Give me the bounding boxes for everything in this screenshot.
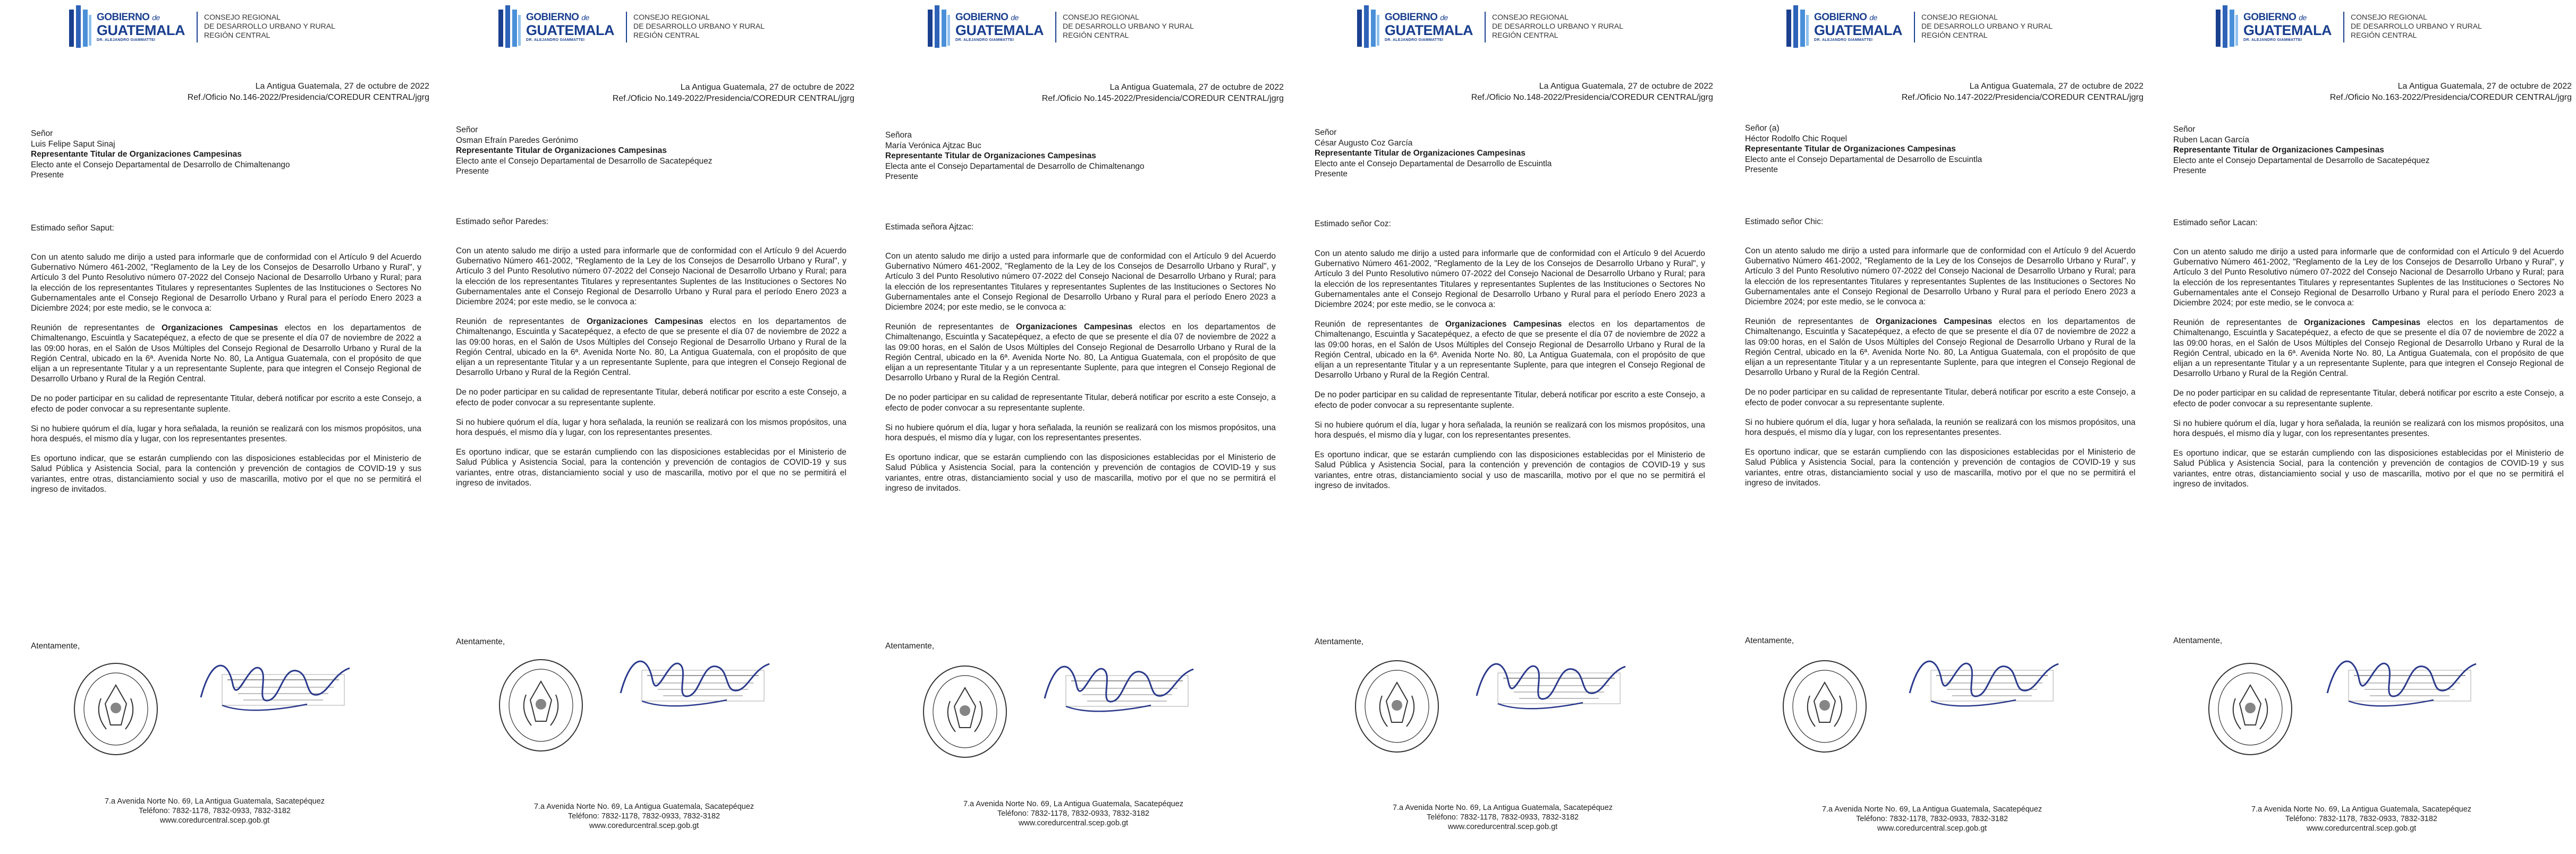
paragraph-legal-basis: Con un atento saludo me dirijo a usted para informarle que de conformidad con el Artículo 9 del Acuerdo Gubernativo Número 461-2002, "Reglamento de la Ley de los Consejos de Desarrollo Urbano y Rural", y Artículo 3 del Punto Resolutivo número 07-2022 del Consejo Nacional de Desarrollo Urbano y Rural; para la elección de los representantes Titulares y representantes Suplentes de las Instituciones o Sectores No Gubernamentales ante el Consejo Regional de Desarrollo Urbano y Rural para el período Enero 2023 a Diciembre 2024; por este medio, se le convoca a: xyxy=(1745,246,2136,307)
official-seal-stamp xyxy=(1349,653,1445,759)
recipient-present: Presente xyxy=(1315,169,1348,178)
common-para2-c: electos en los departamentos de Chimaltenango, Escuintla y Sacatepéquez, a efecto de que se presente el día 07 de noviembre de 2022 a las 09:00 horas, en el Salón de Usos Múltiples del Consejo Regional de Desarrollo Urbano y Rural de la Región Central, ubicado en la 6ª. Avenida Norte No. 80, La Antigua Guatemala, con el propósito de que elijan a un representante Titular y a un representante Suplente, para que integren el Consejo Regional de Desarrollo Urbano y Rural de la Región Central. xyxy=(1315,320,1705,380)
president-signature-stamp xyxy=(2317,643,2487,728)
letter-footer xyxy=(859,799,1288,828)
recipient-title: Representante Titular de Organizaciones Campesinas xyxy=(31,150,242,159)
council-name xyxy=(1492,13,1623,40)
letter-page-1 xyxy=(0,0,429,854)
president-signature-stamp xyxy=(610,643,780,728)
header-org-line1: CONSEJO REGIONAL xyxy=(204,13,281,21)
recipient-name: César Augusto Coz García xyxy=(1315,138,1413,148)
common-para2-b: Organizaciones Campesinas xyxy=(1445,320,1562,329)
header-logo-sub: DR. ALEJANDRO GIAMMATTEI xyxy=(2243,38,2302,42)
header-logo-line2: GUATEMALA xyxy=(526,22,614,38)
council-name xyxy=(1921,13,2053,40)
footer-phone: Teléfono: 7832-1178, 7832-0933, 7832-3182 xyxy=(2285,815,2437,823)
footer-phone: Teléfono: 7832-1178, 7832-0933, 7832-3182 xyxy=(568,812,720,821)
footer-website: www.coredurcentral.scep.gob.gt xyxy=(1877,824,1987,833)
common-para2-a: Reunión de representantes de xyxy=(31,323,162,333)
header-logo-de: de xyxy=(152,13,160,22)
common-para2-c: electos en los departamentos de Chimaltenango, Escuintla y Sacatepéquez, a efecto de que se presente el día 07 de noviembre de 2022 a las 09:00 horas, en el Salón de Usos Múltiples del Consejo Regional de Desarrollo Urbano y Rural de la Región Central, ubicado en la 6ª. Avenida Norte No. 80, La Antigua Guatemala, con el propósito de que elijan a un representante Titular y a un representante Suplente, para que integren el Consejo Regional de Desarrollo Urbano y Rural de la Región Central. xyxy=(1745,317,2136,378)
paragraph-quorum: Si no hubiere quórum el día, lugar y hora señalada, la reunión se realizará con los mismos propósitos, una hora después, el mismo día y lugar, con los representantes presentes. xyxy=(31,424,421,444)
recipient-block xyxy=(456,125,713,177)
header-logo-line1: GOBIERNO xyxy=(1814,12,1867,23)
paragraph-meeting xyxy=(885,322,1276,383)
header-logo-sub: DR. ALEJANDRO GIAMMATTEI xyxy=(1814,38,1873,42)
greeting: Estimado señor Coz: xyxy=(1315,219,1391,228)
footer-address: 7.a Avenida Norte No. 69, La Antigua Guatemala, Sacatepéquez xyxy=(533,802,755,811)
letter-page-2 xyxy=(429,0,859,854)
government-logo-icon xyxy=(69,4,92,49)
place-date: La Antigua Guatemala, 27 de octubre de 2022 xyxy=(680,83,854,92)
header-org-line2: DE DESARROLLO URBANO Y RURAL xyxy=(204,22,335,30)
header-org-line1: CONSEJO REGIONAL xyxy=(633,13,710,21)
government-logo-icon xyxy=(2216,4,2239,49)
header-org-line2: DE DESARROLLO URBANO Y RURAL xyxy=(633,22,765,30)
letter-footer xyxy=(1717,805,2147,833)
header-logo-sub: DR. ALEJANDRO GIAMMATTEI xyxy=(97,38,156,42)
letter-reference xyxy=(1902,81,2143,103)
government-logo-text xyxy=(97,12,185,42)
header-org-line3: REGIÓN CENTRAL xyxy=(1921,31,1988,39)
header-logo-sub: DR. ALEJANDRO GIAMMATTEI xyxy=(1385,38,1444,42)
header-logo-de: de xyxy=(1869,13,1877,22)
header-logo-de: de xyxy=(1440,13,1448,22)
common-para2-c: electos en los departamentos de Chimaltenango, Escuintla y Sacatepéquez, a efecto de que se presente el día 07 de noviembre de 2022 a las 09:00 horas, en el Salón de Usos Múltiples del Consejo Regional de Desarrollo Urbano y Rural de la Región Central, ubicado en la 6ª. Avenida Norte No. 80, La Antigua Guatemala, con el propósito de que elijan a un representante Titular y a un representante Suplente, para que integren el Consejo Regional de Desarrollo Urbano y Rural de la Región Central. xyxy=(2173,318,2564,379)
government-logo-text xyxy=(955,12,1044,42)
letterhead-divider xyxy=(1055,12,1056,42)
recipient-honorific: Señor xyxy=(31,129,53,138)
header-org-line2: DE DESARROLLO URBANO Y RURAL xyxy=(1492,22,1623,30)
place-date: La Antigua Guatemala, 27 de octubre de 2022 xyxy=(2397,82,2572,91)
recipient-title: Representante Titular de Organizaciones Campesinas xyxy=(2173,146,2384,155)
greeting: Estimado señor Saput: xyxy=(31,224,114,233)
header-org-line2: DE DESARROLLO URBANO Y RURAL xyxy=(1063,22,1194,30)
place-date: La Antigua Guatemala, 27 de octubre de 2022 xyxy=(255,82,429,91)
letter-footer xyxy=(1288,803,1717,832)
recipient-electoral-body: Electo ante el Consejo Departamental de Desarrollo de Chimaltenango xyxy=(31,160,290,169)
recipient-block xyxy=(2173,124,2430,176)
letterhead-divider xyxy=(1914,12,1915,42)
letterhead-divider xyxy=(197,12,198,42)
official-seal-stamp xyxy=(68,656,164,762)
letter-footer xyxy=(429,802,859,831)
letter-body xyxy=(31,252,421,504)
common-para2-c: electos en los departamentos de Chimaltenango, Escuintla y Sacatepéquez, a efecto de que se presente el día 07 de noviembre de 2022 a las 09:00 horas, en el Salón de Usos Múltiples del Consejo Regional de Desarrollo Urbano y Rural de la Región Central, ubicado en la 6ª. Avenida Norte No. 80, La Antigua Guatemala, con el propósito de que elijan a un representante Titular y a un representante Suplente, para que integren el Consejo Regional de Desarrollo Urbano y Rural de la Región Central. xyxy=(31,323,421,384)
place-date: La Antigua Guatemala, 27 de octubre de 2022 xyxy=(1539,82,1713,91)
common-para2-a: Reunión de representantes de xyxy=(456,317,587,327)
header-org-line3: REGIÓN CENTRAL xyxy=(633,31,700,39)
letterhead xyxy=(2216,0,2535,53)
paragraph-legal-basis: Con un atento saludo me dirijo a usted para informarle que de conformidad con el Artículo 9 del Acuerdo Gubernativo Número 461-2002, "Reglamento de la Ley de los Consejos de Desarrollo Urbano y Rural", y Artículo 3 del Punto Resolutivo número 07-2022 del Consejo Nacional de Desarrollo Urbano y Rural; para la elección de los representantes Titulares y representantes Suplentes de las Instituciones o Sectores No Gubernamentales ante el Consejo Regional de Desarrollo Urbano y Rural para el período Enero 2023 a Diciembre 2024; por este medio, se le convoca a: xyxy=(31,253,421,313)
closing: Atentamente, xyxy=(1315,637,1364,646)
closing: Atentamente, xyxy=(885,642,935,651)
header-logo-de: de xyxy=(2299,13,2307,22)
header-logo-line2: GUATEMALA xyxy=(955,22,1044,38)
letter-page-6 xyxy=(2147,0,2576,854)
header-logo-line2: GUATEMALA xyxy=(1814,22,1902,38)
header-org-line1: CONSEJO REGIONAL xyxy=(1492,13,1569,21)
header-logo-sub: DR. ALEJANDRO GIAMMATTEI xyxy=(526,38,585,42)
place-date: La Antigua Guatemala, 27 de octubre de 2022 xyxy=(1969,82,2143,91)
paragraph-meeting xyxy=(1315,319,1705,380)
letter-page-5 xyxy=(1717,0,2147,854)
official-seal-stamp xyxy=(1777,653,1872,759)
paragraph-notification: De no poder participar en su calidad de representante Titular, deberá notificar por escrito a este Consejo, a efecto de poder convocar a su representante suplente. xyxy=(1745,388,2136,407)
common-para2-b: Organizaciones Campesinas xyxy=(1875,317,1993,327)
header-org-line3: REGIÓN CENTRAL xyxy=(2351,31,2417,39)
recipient-honorific: Señora xyxy=(885,131,912,140)
reference-number: Ref./Oficio No.147-2022/Presidencia/COREDUR CENTRAL/jgrg xyxy=(1901,93,2143,102)
common-para2-c: electos en los departamentos de Chimaltenango, Escuintla y Sacatepéquez, a efecto de que se presente el día 07 de noviembre de 2022 a las 09:00 horas, en el Salón de Usos Múltiples del Consejo Regional de Desarrollo Urbano y Rural de la Región Central, ubicado en la 6ª. Avenida Norte No. 80, La Antigua Guatemala, con el propósito de que elijan a un representante Titular y a un representante Suplente, para que integren el Consejo Regional de Desarrollo Urbano y Rural de la Región Central. xyxy=(885,322,1276,383)
closing: Atentamente, xyxy=(2173,636,2223,645)
letter-reference xyxy=(1471,81,1713,103)
letter-body xyxy=(456,246,846,498)
recipient-block xyxy=(1745,123,1982,175)
paragraph-meeting xyxy=(31,323,421,384)
footer-website: www.coredurcentral.scep.gob.gt xyxy=(159,816,270,825)
header-org-line3: REGIÓN CENTRAL xyxy=(1063,31,1129,39)
paragraph-quorum: Si no hubiere quórum el día, lugar y hora señalada, la reunión se realizará con los mismos propósitos, una hora después, el mismo día y lugar, con los representantes presentes. xyxy=(885,423,1276,443)
recipient-block xyxy=(31,129,290,181)
footer-phone: Teléfono: 7832-1178, 7832-0933, 7832-3182 xyxy=(997,809,1149,818)
recipient-block xyxy=(885,130,1145,182)
footer-website: www.coredurcentral.scep.gob.gt xyxy=(2306,824,2417,833)
recipient-present: Presente xyxy=(885,172,919,181)
paragraph-covid: Es oportuno indicar, que se estarán cumpliendo con las disposiciones establecidas por el Ministerio de Salud Pública y Asistencia Social, para la contención y prevención de contagios de COVID-19 y sus variantes, entre otras, distanciamiento social y uso de mascarilla, motivo por el que no se permitirá el ingreso de invitados. xyxy=(885,453,1276,493)
recipient-honorific: Señor xyxy=(2173,125,2196,134)
footer-address: 7.a Avenida Norte No. 69, La Antigua Guatemala, Sacatepéquez xyxy=(963,800,1184,808)
letterhead-divider xyxy=(2343,12,2344,42)
paragraph-notification: De no poder participar en su calidad de representante Titular, deberá notificar por escrito a este Consejo, a efecto de poder convocar a su representante suplente. xyxy=(1315,390,1705,410)
paragraph-meeting xyxy=(2173,318,2564,379)
paragraph-notification: De no poder participar en su calidad de representante Titular, deberá notificar por escrito a este Consejo, a efecto de poder convocar a su representante suplente. xyxy=(2173,389,2564,408)
footer-website: www.coredurcentral.scep.gob.gt xyxy=(1447,823,1558,831)
letterhead xyxy=(498,0,817,53)
paragraph-legal-basis: Con un atento saludo me dirijo a usted para informarle que de conformidad con el Artículo 9 del Acuerdo Gubernativo Número 461-2002, "Reglamento de la Ley de los Consejos de Desarrollo Urbano y Rural", y Artículo 3 del Punto Resolutivo número 07-2022 del Consejo Nacional de Desarrollo Urbano y Rural; para la elección de los representantes Titulares y representantes Suplentes de las Instituciones o Sectores No Gubernamentales ante el Consejo Regional de Desarrollo Urbano y Rural para el período Enero 2023 a Diciembre 2024; por este medio, se le convoca a: xyxy=(2173,247,2564,308)
recipient-electoral-body: Electa ante el Consejo Departamental de Desarrollo de Chimaltenango xyxy=(885,161,1145,171)
footer-phone: Teléfono: 7832-1178, 7832-0933, 7832-3182 xyxy=(1856,815,2008,823)
paragraph-covid: Es oportuno indicar, que se estarán cumpliendo con las disposiciones establecidas por el Ministerio de Salud Pública y Asistencia Social, para la contención y prevención de contagios de COVID-19 y sus variantes, entre otras, distanciamiento social y uso de mascarilla, motivo por el que no se permitirá el ingreso de invitados. xyxy=(1745,448,2136,488)
recipient-honorific: Señor xyxy=(456,125,478,134)
paragraph-meeting xyxy=(456,317,846,378)
recipient-electoral-body: Electo ante el Consejo Departamental de Desarrollo de Sacatepéquez xyxy=(2173,156,2430,165)
recipient-title: Representante Titular de Organizaciones Campesinas xyxy=(456,146,667,155)
recipient-electoral-body: Electo ante el Consejo Departamental de Desarrollo de Escuintla xyxy=(1315,159,1552,168)
paragraph-notification: De no poder participar en su calidad de representante Titular, deberá notificar por escrito a este Consejo, a efecto de poder convocar a su representante suplente. xyxy=(885,393,1276,413)
president-signature-stamp xyxy=(1899,643,2069,728)
closing: Atentamente, xyxy=(31,642,80,651)
government-logo-icon xyxy=(498,4,522,49)
reference-number: Ref./Oficio No.146-2022/Presidencia/COREDUR CENTRAL/jgrg xyxy=(187,93,429,102)
government-logo-icon xyxy=(1357,4,1380,49)
header-logo-line2: GUATEMALA xyxy=(2243,22,2332,38)
footer-phone: Teléfono: 7832-1178, 7832-0933, 7832-3182 xyxy=(139,807,291,815)
place-date: La Antigua Guatemala, 27 de octubre de 2022 xyxy=(1109,83,1284,92)
header-org-line3: REGIÓN CENTRAL xyxy=(204,31,270,39)
letter-body xyxy=(1315,249,1705,500)
greeting: Estimado señor Chic: xyxy=(1745,217,1824,226)
header-logo-line2: GUATEMALA xyxy=(1385,22,1473,38)
closing: Atentamente, xyxy=(1745,636,1794,645)
government-logo-text xyxy=(526,12,614,42)
letterhead xyxy=(1786,0,2105,53)
header-logo-line1: GOBIERNO xyxy=(97,12,150,23)
header-logo-sub: DR. ALEJANDRO GIAMMATTEI xyxy=(955,38,1014,42)
reference-number: Ref./Oficio No.148-2022/Presidencia/COREDUR CENTRAL/jgrg xyxy=(1471,93,1713,102)
header-org-line3: REGIÓN CENTRAL xyxy=(1492,31,1558,39)
footer-address: 7.a Avenida Norte No. 69, La Antigua Guatemala, Sacatepéquez xyxy=(1821,805,2043,814)
recipient-title: Representante Titular de Organizaciones Campesinas xyxy=(1745,144,1956,153)
footer-address: 7.a Avenida Norte No. 69, La Antigua Guatemala, Sacatepéquez xyxy=(2251,805,2472,814)
recipient-block xyxy=(1315,127,1552,180)
letter-footer xyxy=(2147,805,2576,833)
president-signature-stamp xyxy=(1466,645,1636,730)
header-logo-line1: GOBIERNO xyxy=(955,12,1009,23)
paragraph-notification: De no poder participar en su calidad de representante Titular, deberá notificar por escrito a este Consejo, a efecto de poder convocar a su representante suplente. xyxy=(456,388,846,407)
recipient-honorific: Señor (a) xyxy=(1745,124,1780,133)
header-org-line1: CONSEJO REGIONAL xyxy=(2351,13,2427,21)
common-para2-a: Reunión de representantes de xyxy=(885,322,1016,332)
council-name xyxy=(2351,13,2482,40)
letterhead xyxy=(1357,0,1676,53)
header-logo-line1: GOBIERNO xyxy=(1385,12,1438,23)
president-signature-stamp xyxy=(190,647,360,732)
paragraph-meeting xyxy=(1745,317,2136,378)
header-logo-de: de xyxy=(581,13,589,22)
greeting: Estimada señora Ajtzac: xyxy=(885,223,974,232)
paragraph-covid: Es oportuno indicar, que se estarán cumpliendo con las disposiciones establecidas por el Ministerio de Salud Pública y Asistencia Social, para la contención y prevención de contagios de COVID-19 y sus variantes, entre otras, distanciamiento social y uso de mascarilla, motivo por el que no se permitirá el ingreso de invitados. xyxy=(1315,450,1705,490)
header-logo-line1: GOBIERNO xyxy=(526,12,579,23)
header-org-line2: DE DESARROLLO URBANO Y RURAL xyxy=(1921,22,2053,30)
council-name xyxy=(1063,13,1194,40)
recipient-name: María Verónica Ajtzac Buc xyxy=(885,141,981,150)
common-para2-b: Organizaciones Campesinas xyxy=(161,323,278,333)
footer-address: 7.a Avenida Norte No. 69, La Antigua Guatemala, Sacatepéquez xyxy=(1392,804,1613,812)
recipient-present: Presente xyxy=(456,167,489,176)
reference-number: Ref./Oficio No.145-2022/Presidencia/COREDUR CENTRAL/jgrg xyxy=(1041,94,1284,103)
recipient-electoral-body: Electo ante el Consejo Departamental de Desarrollo de Escuintla xyxy=(1745,155,1982,164)
closing: Atentamente, xyxy=(456,637,505,646)
letter-footer xyxy=(0,797,429,825)
president-signature-stamp xyxy=(1034,648,1204,733)
common-para2-a: Reunión de representantes de xyxy=(1315,320,1445,329)
greeting: Estimado señor Paredes: xyxy=(456,217,549,226)
header-logo-de: de xyxy=(1011,13,1019,22)
footer-phone: Teléfono: 7832-1178, 7832-0933, 7832-3182 xyxy=(1427,813,1579,822)
paragraph-quorum: Si no hubiere quórum el día, lugar y hora señalada, la reunión se realizará con los mismos propósitos, una hora después, el mismo día y lugar, con los representantes presentes. xyxy=(2173,419,2564,439)
paragraph-notification: De no poder participar en su calidad de representante Titular, deberá notificar por escrito a este Consejo, a efecto de poder convocar a su representante suplente. xyxy=(31,394,421,414)
header-org-line1: CONSEJO REGIONAL xyxy=(1921,13,1998,21)
paragraph-quorum: Si no hubiere quórum el día, lugar y hora señalada, la reunión se realizará con los mismos propósitos, una hora después, el mismo día y lugar, con los representantes presentes. xyxy=(1745,417,2136,438)
official-seal-stamp xyxy=(493,652,589,758)
reference-number: Ref./Oficio No.149-2022/Presidencia/COREDUR CENTRAL/jgrg xyxy=(612,94,854,103)
government-logo-text xyxy=(2243,12,2332,42)
header-logo-line2: GUATEMALA xyxy=(97,22,185,38)
letter-body xyxy=(1745,246,2136,498)
footer-address: 7.a Avenida Norte No. 69, La Antigua Guatemala, Sacatepéquez xyxy=(104,797,325,806)
header-org-line1: CONSEJO REGIONAL xyxy=(1063,13,1139,21)
government-logo-text xyxy=(1385,12,1473,42)
recipient-title: Representante Titular de Organizaciones Campesinas xyxy=(1315,149,1526,158)
paragraph-covid: Es oportuno indicar, que se estarán cumpliendo con las disposiciones establecidas por el Ministerio de Salud Pública y Asistencia Social, para la contención y prevención de contagios de COVID-19 y sus variantes, entre otras, distanciamiento social y uso de mascarilla, motivo por el que no se permitirá el ingreso de invitados. xyxy=(456,448,846,488)
letter-reference xyxy=(188,81,429,103)
paragraph-quorum: Si no hubiere quórum el día, lugar y hora señalada, la reunión se realizará con los mismos propósitos, una hora después, el mismo día y lugar, con los representantes presentes. xyxy=(1315,420,1705,440)
recipient-electoral-body: Electo ante el Consejo Departamental de Desarrollo de Sacatepéquez xyxy=(456,156,713,166)
letter-reference xyxy=(2330,81,2572,103)
footer-website: www.coredurcentral.scep.gob.gt xyxy=(1018,819,1129,827)
common-para2-a: Reunión de representantes de xyxy=(2173,318,2304,328)
letter-reference xyxy=(1042,82,1284,104)
recipient-honorific: Señor xyxy=(1315,128,1337,137)
official-seal-stamp xyxy=(2202,656,2298,762)
common-para2-c: electos en los departamentos de Chimaltenango, Escuintla y Sacatepéquez, a efecto de que se presente el día 07 de noviembre de 2022 a las 09:00 horas, en el Salón de Usos Múltiples del Consejo Regional de Desarrollo Urbano y Rural de la Región Central, ubicado en la 6ª. Avenida Norte No. 80, La Antigua Guatemala, con el propósito de que elijan a un representante Titular y a un representante Suplente, para que integren el Consejo Regional de Desarrollo Urbano y Rural de la Región Central. xyxy=(456,317,846,378)
council-name xyxy=(204,13,335,40)
header-org-line2: DE DESARROLLO URBANO Y RURAL xyxy=(2351,22,2482,30)
letterhead-divider xyxy=(1485,12,1486,42)
common-para2-b: Organizaciones Campesinas xyxy=(2303,318,2421,328)
official-seal-stamp xyxy=(917,659,1013,765)
footer-website: www.coredurcentral.scep.gob.gt xyxy=(589,822,699,830)
paragraph-legal-basis: Con un atento saludo me dirijo a usted para informarle que de conformidad con el Artículo 9 del Acuerdo Gubernativo Número 461-2002, "Reglamento de la Ley de los Consejos de Desarrollo Urbano y Rural", y Artículo 3 del Punto Resolutivo número 07-2022 del Consejo Nacional de Desarrollo Urbano y Rural; para la elección de los representantes Titulares y representantes Suplentes de las Instituciones o Sectores No Gubernamentales ante el Consejo Regional de Desarrollo Urbano y Rural para el período Enero 2023 a Diciembre 2024; por este medio, se le convoca a: xyxy=(1315,249,1705,310)
greeting: Estimado señor Lacan: xyxy=(2173,218,2258,227)
paragraph-legal-basis: Con un atento saludo me dirijo a usted para informarle que de conformidad con el Artículo 9 del Acuerdo Gubernativo Número 461-2002, "Reglamento de la Ley de los Consejos de Desarrollo Urbano y Rural", y Artículo 3 del Punto Resolutivo número 07-2022 del Consejo Nacional de Desarrollo Urbano y Rural; para la elección de los representantes Titulares y representantes Suplentes de las Instituciones o Sectores No Gubernamentales ante el Consejo Regional de Desarrollo Urbano y Rural para el período Enero 2023 a Diciembre 2024; por este medio, se le convoca a: xyxy=(885,252,1276,312)
paragraph-covid: Es oportuno indicar, que se estarán cumpliendo con las disposiciones establecidas por el Ministerio de Salud Pública y Asistencia Social, para la contención y prevención de contagios de COVID-19 y sus variantes, entre otras, distanciamiento social y uso de mascarilla, motivo por el que no se permitirá el ingreso de invitados. xyxy=(2173,449,2564,489)
common-para2-b: Organizaciones Campesinas xyxy=(1015,322,1133,332)
recipient-title: Representante Titular de Organizaciones Campesinas xyxy=(885,151,1096,160)
council-name xyxy=(633,13,765,40)
recipient-present: Presente xyxy=(31,170,64,180)
recipient-name: Ruben Lacan García xyxy=(2173,135,2250,144)
common-para2-b: Organizaciones Campesinas xyxy=(586,317,704,327)
letterhead xyxy=(928,0,1247,53)
letter-body xyxy=(885,251,1276,503)
letterhead xyxy=(69,0,388,53)
government-logo-icon xyxy=(928,4,951,49)
letter-page-4 xyxy=(1288,0,1717,854)
letter-body xyxy=(2173,247,2564,499)
paragraph-legal-basis: Con un atento saludo me dirijo a usted para informarle que de conformidad con el Artículo 9 del Acuerdo Gubernativo Número 461-2002, "Reglamento de la Ley de los Consejos de Desarrollo Urbano y Rural", y Artículo 3 del Punto Resolutivo número 07-2022 del Consejo Nacional de Desarrollo Urbano y Rural; para la elección de los representantes Titulares y representantes Suplentes de las Instituciones o Sectores No Gubernamentales ante el Consejo Regional de Desarrollo Urbano y Rural para el período Enero 2023 a Diciembre 2024; por este medio, se le convoca a: xyxy=(456,246,846,307)
letterhead-divider xyxy=(626,12,627,42)
government-logo-text xyxy=(1814,12,1902,42)
letter-reference xyxy=(613,82,854,104)
recipient-name: Luis Felipe Saput Sinaj xyxy=(31,139,115,149)
letter-page-3 xyxy=(859,0,1288,854)
paragraph-covid: Es oportuno indicar, que se estarán cumpliendo con las disposiciones establecidas por el Ministerio de Salud Pública y Asistencia Social, para la contención y prevención de contagios de COVID-19 y sus variantes, entre otras, distanciamiento social y uso de mascarilla, motivo por el que no se permitirá el ingreso de invitados. xyxy=(31,454,421,494)
recipient-name: Osman Efraín Paredes Gerónimo xyxy=(456,135,579,145)
header-logo-line1: GOBIERNO xyxy=(2243,12,2297,23)
common-para2-a: Reunión de representantes de xyxy=(1745,317,1876,327)
government-logo-icon xyxy=(1786,4,1810,49)
recipient-present: Presente xyxy=(2173,166,2207,175)
recipient-present: Presente xyxy=(1745,165,1778,174)
recipient-name: Héctor Rodolfo Chic Roquel xyxy=(1745,134,1848,143)
paragraph-quorum: Si no hubiere quórum el día, lugar y hora señalada, la reunión se realizará con los mismos propósitos, una hora después, el mismo día y lugar, con los representantes presentes. xyxy=(456,417,846,438)
reference-number: Ref./Oficio No.163-2022/Presidencia/COREDUR CENTRAL/jgrg xyxy=(2329,93,2572,102)
